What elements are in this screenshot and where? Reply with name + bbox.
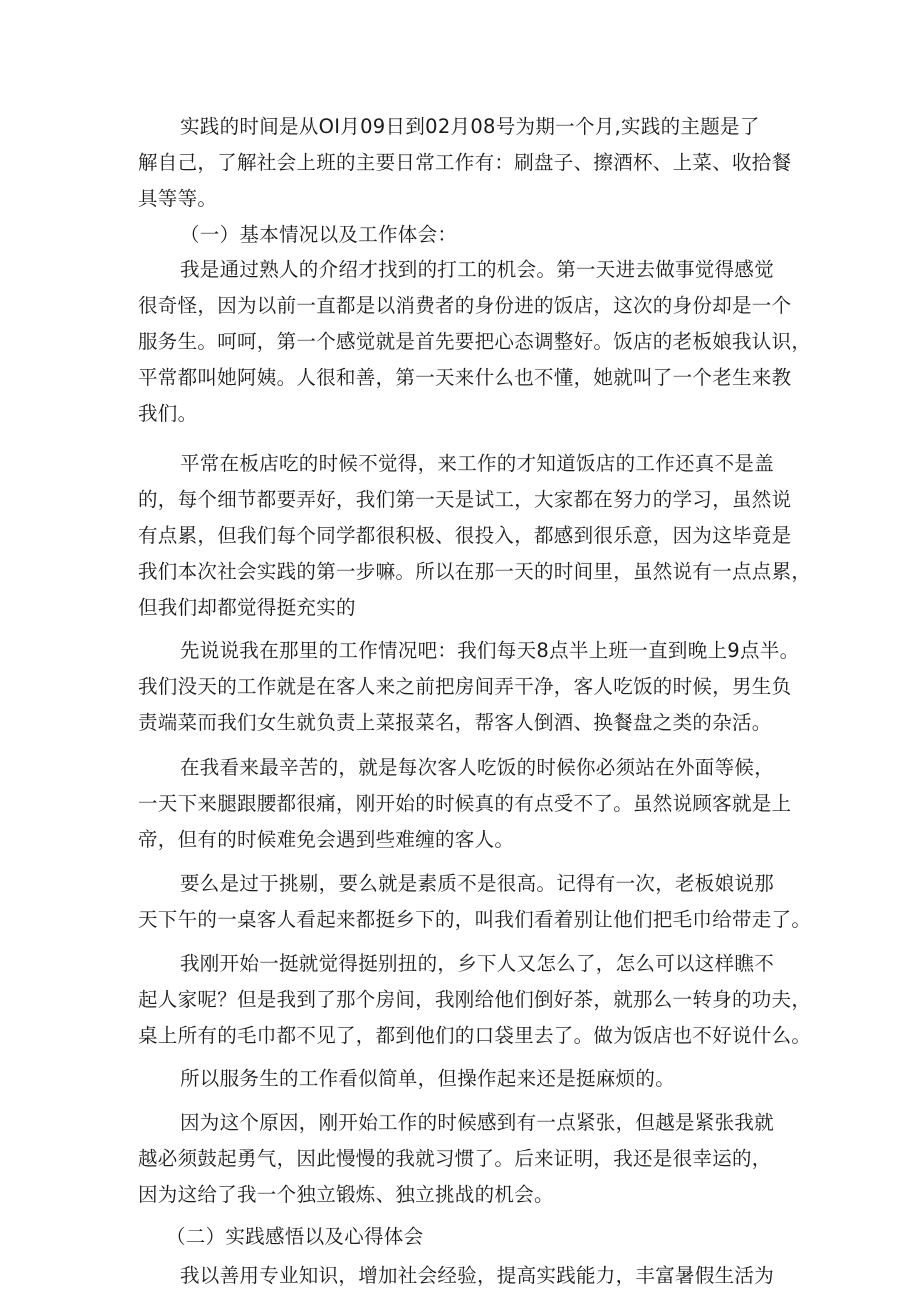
text-line: 我以善用专业知识，增加社会经验，提高实践能力，丰富暑假生活为 [180, 1264, 775, 1287]
text-line: 服务生。呵呵，第一个感觉就是首先要把心态调整好。饭店的老板娘我认识， [138, 330, 812, 353]
text-line: 所以服务生的工作看似简单，但操作起来还是挺麻烦的。 [180, 1067, 676, 1090]
text-line: 平常都叫她阿姨。人很和善，第一天来什么也不懂，她就叫了一个老生来教 [138, 366, 792, 389]
text-line: 平常在板店吃的时候不觉得，来工作的才知道饭店的工作还真不是盖 [180, 452, 775, 475]
text-line: 桌上所有的毛巾都不见了，都到他们的口袋里去了。做为饭店也不好说什么。 [138, 1024, 812, 1047]
text-line: 的，每个细节都要弄好，我们第一天是试工，大家都在努力的学习，虽然说 [138, 488, 792, 511]
text-line: 起人家呢？但是我到了那个房间，我刚给他们倒好茶，就那么一转身的功夫， [138, 988, 812, 1011]
text-line: 具等等。 [138, 187, 218, 210]
text-line: 责端菜而我们女生就负责上菜报菜名，帮客人倒酒、换餐盘之类的杂活。 [138, 711, 772, 734]
text-line: 我是通过熟人的介绍才找到的打工的机会。第一天进去做事觉得感觉 [180, 258, 775, 281]
text-line: 但我们却都觉得挺充实的 [138, 596, 356, 619]
text-line: 实践的时间是从OI月09日到02月08号为期一个月,实践的主题是了 [180, 115, 760, 138]
text-line: 帝，但有的时候难免会遇到些难缠的客人。 [138, 828, 515, 851]
text-line: 要么是过于挑剔，要么就是素质不是很高。记得有一次，老板娘说那 [180, 872, 775, 895]
text-line: 很奇怪，因为以前一直都是以消费者的身份进的饭店，这次的身份却是一个 [138, 294, 792, 317]
text-line: 天下午的一桌客人看起来都挺乡下的，叫我们看着别让他们把毛巾给带走了。 [138, 908, 812, 931]
text-line: 一天下来腿跟腰都很痛，刚开始的时候真的有点受不了。虽然说顾客就是上 [138, 792, 792, 815]
text-line: 因为这给了我一个独立锻炼、独立挑战的机会。 [138, 1183, 554, 1206]
text-line: 我刚开始一挺就觉得挺别扭的，乡下人又怎么了，怎么可以这样瞧不 [180, 952, 775, 975]
text-line: 在我看来最辛苦的，就是每次客人吃饭的时候你必须站在外面等候， [180, 756, 775, 779]
section-heading: （二）实践感悟以及心得体会 [166, 1225, 424, 1248]
text-line: 我们。 [138, 402, 198, 425]
text-line: 越必须鼓起勇气，因此慢慢的我就习惯了。后来证明，我还是很幸运的， [138, 1147, 772, 1170]
section-heading: （一）基本情况以及工作体会： [180, 223, 458, 246]
text-line: 我们没天的工作就是在客人来之前把房间弄干净，客人吃饭的时候，男生负 [138, 675, 792, 698]
text-line: 解自己，了解社会上班的主要日常工作有：刷盘子、擦酒杯、上菜、收拾餐 [138, 151, 792, 174]
text-line: 有点累，但我们每个同学都很积极、很投入，都感到很乐意，因为这毕竟是 [138, 524, 792, 547]
text-line: 因为这个原因，刚开始工作的时候感到有一点紧张，但越是紧张我就 [180, 1111, 775, 1134]
text-line: 先说说我在那里的工作情况吧：我们每天8点半上班一直到晚上9点半。 [180, 639, 800, 662]
text-line: 我们本次社会实践的第一步嘛。所以在那一天的时间里，虽然说有一点点累， [138, 560, 812, 583]
